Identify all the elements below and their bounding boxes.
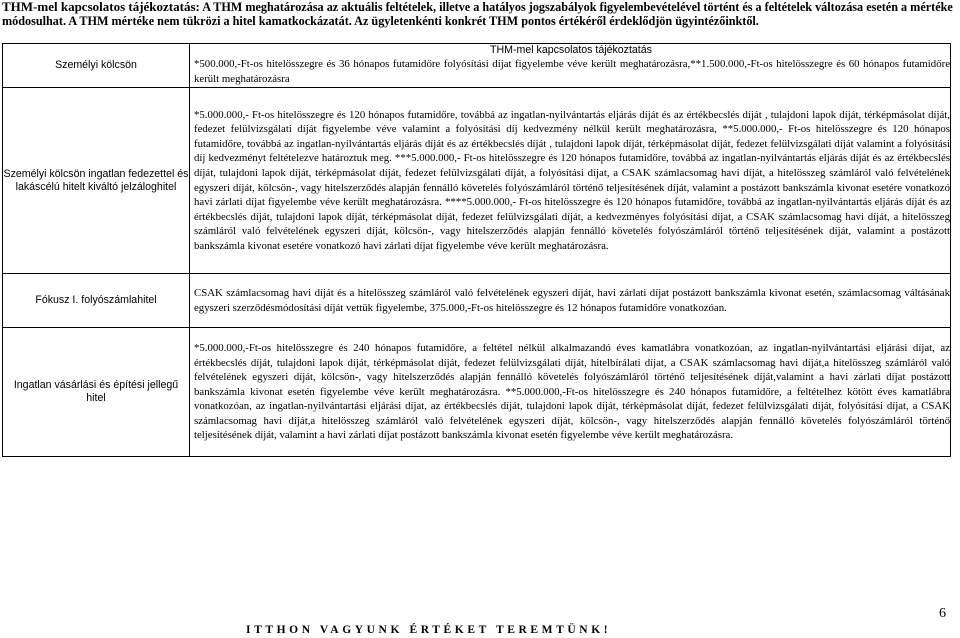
row-description — [190, 328, 951, 457]
table-row — [3, 44, 951, 88]
row-label-ingatlan-hitel: Ingatlan vásárlási és építési jellegű hitel — [3, 328, 190, 457]
row-description — [190, 44, 951, 88]
thm-header-lead: THM-mel kapcsolatos tájékoztatás: — [2, 0, 200, 14]
table-row — [3, 274, 951, 328]
row-label-folyoszamlahitel: Fókusz I. folyószámlahitel — [3, 274, 190, 328]
row-description — [190, 274, 951, 328]
row-label-szemelyi-kolcson: Személyi kölcsön — [3, 44, 190, 88]
row-text-szemelyi-kolcson: *500.000,-Ft-os hitelösszegre és 36 hónapos futamidőre folyósítási díjat figyelembe véve került meghatározásra,**1.500.000,-Ft-os hitelösszegre és 60 hónapos futamidőre került meghatározásra — [194, 58, 950, 85]
row-text-jelzaloghitel: *5.000.000,- Ft-os hitelösszegre és 120 hónapos futamidőre, továbbá az ingatlan-nyilvántartás eljárás díját és az értékbecslés díját , tulajdoni lapok díját, térképmásolat díját, fedezet felülvizsgálati díját figyelembe véve valamint a folyósítási díj kedvezmény nélkül került meghatározásra, **5.000.000,- Ft-os hitelösszegre és 120 hónapos futamidőre, továbbá az ingatlan-nyilvántartás eljárás díját és az értékbecslés díját , tulajdoni lapok díját, térképmásolat díját, fedezet felülvizsgálati díját valamint a folyósítási díj kedvezményt feltételezve határoztuk meg. ***5.000.000,- Ft-os hitelösszegre és 120 hónapos futamidőre, továbbá az ingatlan-nyilvántartás eljárás díját és az értékbecslés díját, tulajdoni lapok díját, térképmásolat díját, fedezet felülvizsgálati díját, a folyósítási díjat, a CSAK számlacsomag havi díját, a hitelösszeg számláról való felvételének egyszeri díját, kölcsön-, vagy hitelszerződés alapján fennálló követelés folyószámláról történő teljesítésének díját, valamint a postázott bankszámla kivonat esetére vonatkozó havi zárlati díjat figyelembe véve került meghatározásra. ****5.000.000,- Ft-os hitelösszegre és 120 hónapos futamidőre, továbbá az ingatlan-nyilvántartás eljárás díját és az értékbecslés díját, tulajdoni lapok díját, térképmásolat díját, fedezet felülvizsgálati díját, a kedvezményes folyósítási díjat, a CSAK számlacsomag havi díját, a hitelösszeg számláról való felvételének egyszeri díját, kölcsön-, vagy hitelszerződés alapján fennálló követelés folyószámláról történő teljesítésének díját, valamint a postázott bankszámla kivonat esetére vonatkozó havi zárlati díjat figyelembe véve került meghatározásra. — [194, 108, 950, 252]
thm-header-note — [2, 0, 957, 28]
footer-slogan: ITTHON VAGYUNK ÉRTÉKET TEREMTÜNK! — [246, 624, 612, 636]
row-text-ingatlan-hitel: *5.000.000,-Ft-os hitelösszegre és 240 hónapos futamidőre, a feltétel nélkül alkalmazandó éves kamatlábra vonatkozóan, az ingatlan-nyilvántartási eljárási díjat, az értékbecslés díját, tulajdoni lapok díját, térképmásolat díját, fedezet felülvizsgálati díját, hitelbírálati díjat, a CSAK számlacsomag havi díját,a hitelösszeg számláról való felvételének egyszeri díját, kölcsön-, vagy hitelszerződés alapján fennálló követelés folyószámláról történő teljesítésének díját,valamint a havi zárlati díjat postázott bankszámla kivonat esetén figyelembe véve került meghatározásra. **5.000.000,-Ft-os hitelösszegre és 240 hónapos futamidőre, a feltételhez kötött éves kamatlábra vonatkozóan, az ingatlan-nyilvántartási eljárási díjat, az értékbecslés díját, tulajdoni lapok díját, térképmásolat díját, fedezet felülvizsgálati díját, folyósítási díjat, a CSAK számlacsomag havi díját,a hitelösszeg számláról való felvételének egyszeri díját, kölcsön-, vagy hitelszerződés alapján fennálló követelés folyószámláról történő teljesítésének díját, valamint a havi zárlati díjat postázott bankszámla kivonat esetén figyelembe véve került meghatározásra. — [194, 341, 950, 442]
page-number: 6 — [939, 606, 946, 621]
table-row — [3, 328, 951, 457]
table-row — [3, 88, 951, 274]
thm-header-body: A THM meghatározása az aktuális feltételek, illetve a hatályos jogszabályok figyelembevételével történt és a feltételek változása esetén a mértéke módosulhat. A THM mértéke nem tükrözi a hitel kamatkockázatát. Az ügyletenkénti konkrét THM pontos értékéről érdeklődjön ügyintézőinktől. — [2, 0, 953, 28]
row-label-jelzaloghitel: Személyi kölcsön ingatlan fedezettel és lakáscélú hitelt kiváltó jelzáloghitel — [3, 88, 190, 274]
row-description — [190, 88, 951, 274]
thm-info-table — [2, 43, 951, 457]
column-title: THM-mel kapcsolatos tájékoztatás — [490, 44, 652, 57]
row-text-folyoszamlahitel: CSAK számlacsomag havi díját és a hitelösszeg számláról való felvételének egyszeri díját, havi zárlati díjat postázott bankszámla kivonat esetén, számlacsomag váltásának egyszeri szerződésmódosítási díját vettük figyelembe, 375.000,-Ft-os hitelösszegre és 12 hónapos futamidőre vonatkozóan. — [194, 286, 950, 314]
